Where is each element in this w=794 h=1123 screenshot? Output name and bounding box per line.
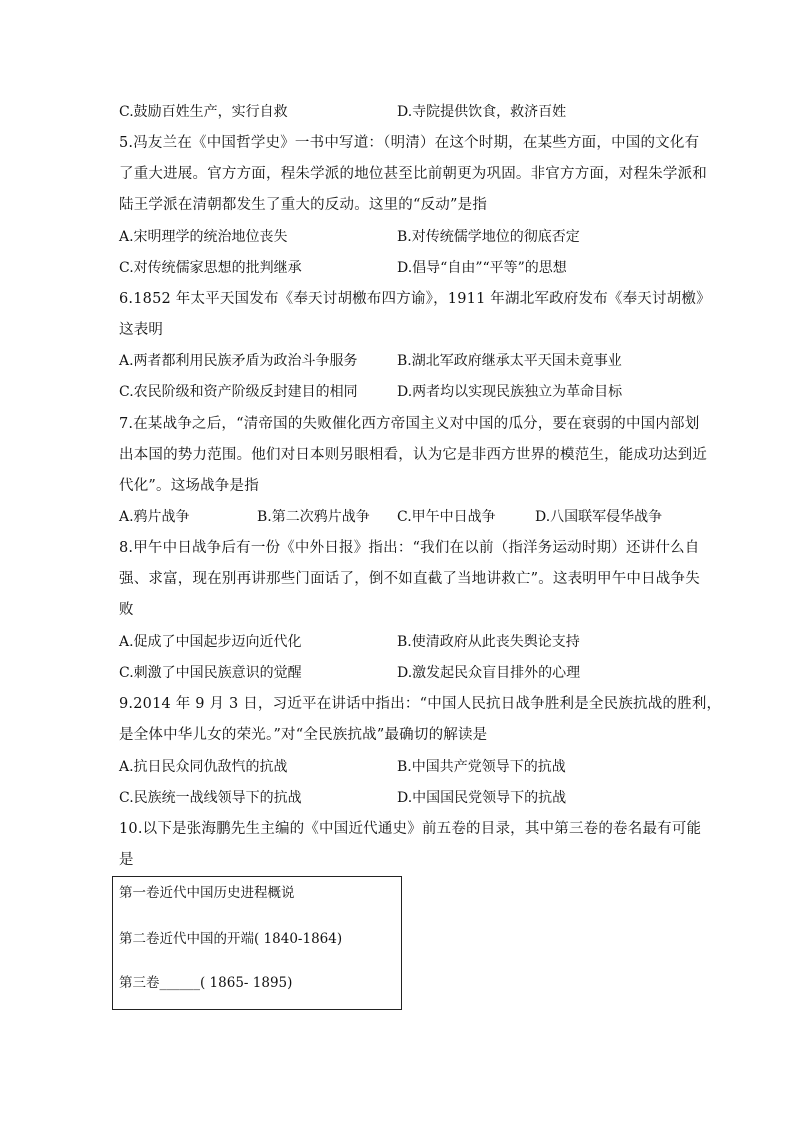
q10-table-of-contents-box (112, 876, 402, 1010)
q5-option-d[interactable]: D.倡导“自由”“平等”的思想 (397, 260, 567, 276)
q5-stem-line-1: 5.冯友兰在《中国哲学史》一书中写道：（明清）在这个时期，在某些方面，中国的文化有 (119, 135, 700, 151)
q10-stem-line-1: 10.以下是张海鹏先生主编的《中国近代通史》前五卷的目录，其中第三卷的卷名最有可能 (119, 821, 702, 837)
q8-option-d[interactable]: D.激发起民众盲目排外的心理 (397, 665, 581, 681)
q5-option-a[interactable]: A.宋明理学的统治地位丧失 (119, 229, 288, 245)
toc-volume-2: 第二卷近代中国的开端( 1840-1864) (119, 931, 343, 947)
q7-option-c[interactable]: C.甲午中日战争 (397, 509, 496, 525)
q9-option-d[interactable]: D.中国国民党领导下的抗战 (397, 790, 567, 806)
q8-option-a[interactable]: A.促成了中国起步迈向近代化 (119, 634, 302, 650)
toc-volume-3: 第三卷______( 1865- 1895) (119, 975, 293, 991)
q8-stem-line-3: 败 (119, 602, 134, 618)
q5-stem-line-3: 陆王学派在清朝都发生了重大的反动。这里的“反动”是指 (119, 197, 488, 213)
q6-stem-line-1: 6.1852 年太平天国发布《奉天讨胡檄布四方谕》，1911 年湖北军政府发布《奉天讨胡檄》 (119, 291, 711, 307)
q5-option-c[interactable]: C.对传统儒家思想的批判继承 (119, 260, 302, 276)
q6-option-c[interactable]: C.农民阶级和资产阶级反封建目的相同 (119, 384, 358, 400)
q10-stem-line-2: 是 (119, 852, 134, 868)
q8-option-b[interactable]: B.使清政府从此丧失舆论支持 (397, 634, 580, 650)
q9-stem-line-1: 9.2014 年 9 月 3 日，习近平在讲话中指出：“中国人民抗日战争胜利是全民族抗战的胜利， (119, 696, 722, 712)
q9-option-b[interactable]: B.中国共产党领导下的抗战 (397, 759, 566, 775)
q7-option-b[interactable]: B.第二次鸦片战争 (257, 509, 370, 525)
q4-option-c[interactable]: C.鼓励百姓生产，实行自救 (119, 104, 288, 120)
q8-stem-line-2: 强、求富，现在别再讲那些门面话了，倒不如直截了当地讲救亡”。这表明甲午中日战争失 (119, 571, 700, 587)
q8-option-c[interactable]: C.刺激了中国民族意识的觉醒 (119, 665, 302, 681)
q9-option-a[interactable]: A.抗日民众同仇敌忾的抗战 (119, 759, 288, 775)
q8-stem-line-1: 8.甲午中日战争后有一份《中外日报》指出：“我们在以前（指洋务运动时期）还讲什么自 (119, 540, 700, 556)
q7-stem-line-1: 7.在某战争之后，“清帝国的失败催化西方帝国主义对中国的瓜分，要在衰弱的中国内部划 (119, 416, 700, 432)
q7-stem-line-3: 代化”。这场战争是指 (119, 478, 259, 494)
q9-option-c[interactable]: C.民族统一战线领导下的抗战 (119, 790, 302, 806)
q6-stem-line-2: 这表明 (119, 322, 164, 338)
q6-option-a[interactable]: A.两者都利用民族矛盾为政治斗争服务 (119, 353, 358, 369)
q5-option-b[interactable]: B.对传统儒学地位的彻底否定 (397, 229, 580, 245)
toc-volume-1: 第一卷近代中国历史进程概说 (119, 885, 295, 901)
q5-stem-line-2: 了重大进展。官方方面，程朱学派的地位甚至比前朝更为巩固。非官方方面，对程朱学派和 (119, 166, 707, 182)
q6-option-d[interactable]: D.两者均以实现民族独立为革命目标 (397, 384, 623, 400)
q9-stem-line-2: 是全体中华儿女的荣光。”对“全民族抗战”最确切的解读是 (119, 727, 488, 743)
q7-option-d[interactable]: D.八国联军侵华战争 (535, 509, 663, 525)
q7-option-a[interactable]: A.鸦片战争 (119, 509, 190, 525)
q4-option-d[interactable]: D.寺院提供饮食，救济百姓 (397, 104, 567, 120)
q6-option-b[interactable]: B.湖北军政府继承太平天国未竟事业 (397, 353, 622, 369)
q7-stem-line-2: 出本国的势力范围。他们对日本则另眼相看，认为它是非西方世界的模范生，能成功达到近 (119, 447, 707, 463)
